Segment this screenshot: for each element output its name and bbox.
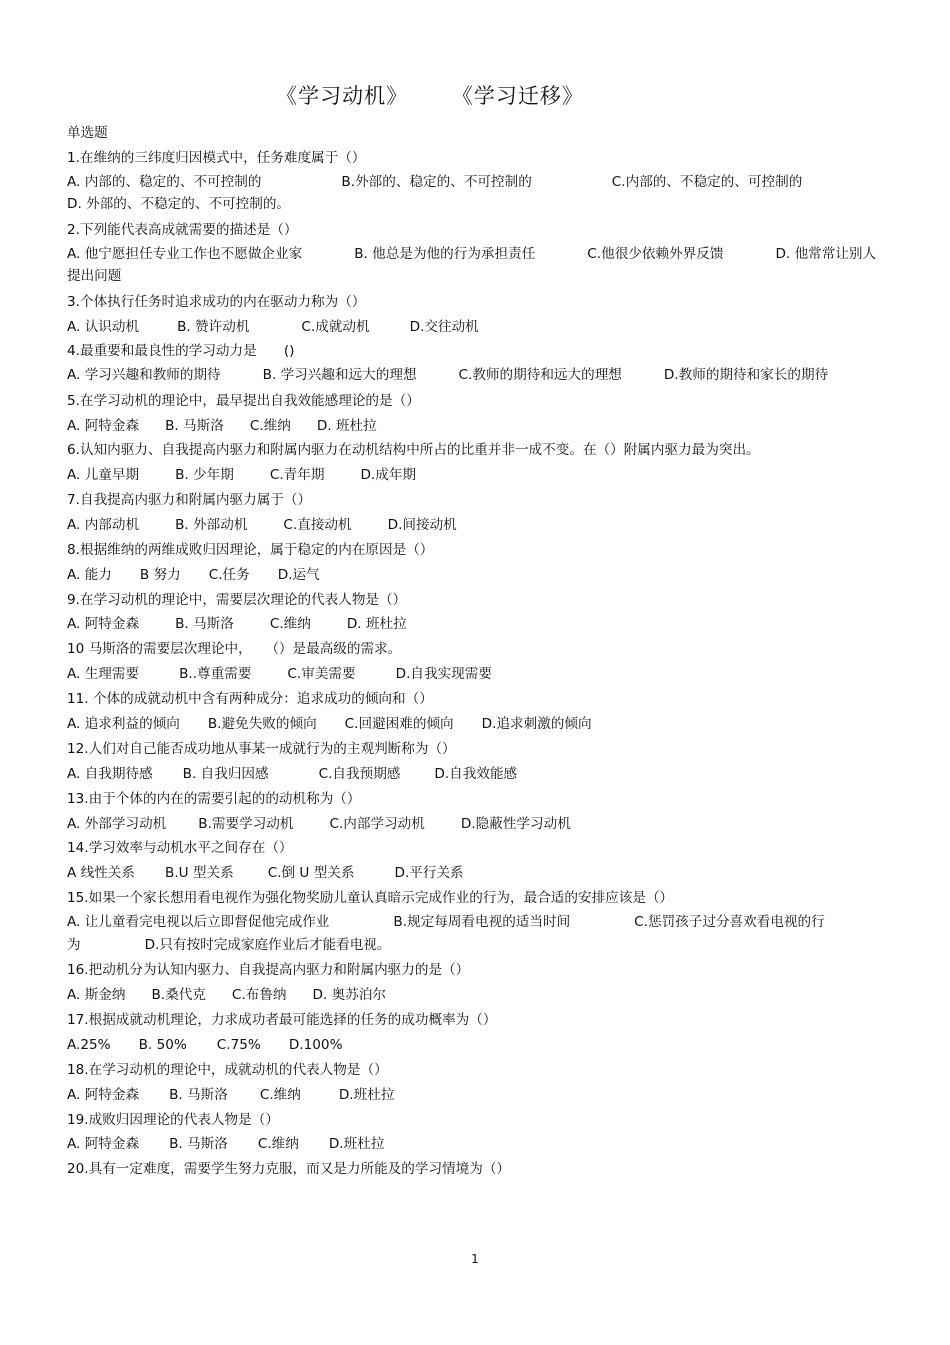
question-options xyxy=(67,315,885,340)
question-stem: 19.成败归因理论的代表人物是（） xyxy=(67,1111,279,1128)
option-c: C.直接动机 xyxy=(283,516,352,533)
question-stem: 13.由于个体的内在的需要引起的的动机称为（） xyxy=(67,790,361,807)
option-d: D. 他常常让别人提出问题 xyxy=(67,245,877,285)
option-c: C.内部的、不稳定的、可控制的 xyxy=(611,173,803,190)
option-c: C.回避困难的倾向 xyxy=(344,716,454,733)
option-d: D.追求刺激的倾向 xyxy=(481,716,592,733)
option-d: D.自我效能感 xyxy=(434,765,518,782)
option-a: A. 阿特金森 xyxy=(67,417,140,434)
option-a: A. 阿特金森 xyxy=(67,1136,140,1153)
option-c: C.青年期 xyxy=(269,467,325,484)
title-learning-transfer: 《学习迁移》 xyxy=(451,84,584,108)
option-b: B.U 型关系 xyxy=(165,865,234,882)
questions-container xyxy=(67,146,885,1182)
option-a: A.25% xyxy=(67,1036,111,1053)
option-d: D. 外部的、不稳定的、不可控制的。 xyxy=(67,196,291,213)
question-options xyxy=(67,812,885,837)
question-stem: 2.下列能代表高成就需要的描述是（） xyxy=(67,221,298,238)
title-learning-motivation: 《学习动机》 xyxy=(276,84,409,108)
option-d: D.运气 xyxy=(277,566,320,583)
option-b: B. 赞许动机 xyxy=(177,318,250,335)
question-stem: 10 马斯洛的需要层次理论中， （）是最高级的需求。 xyxy=(67,641,402,658)
question-options xyxy=(67,861,885,886)
option-b: B. 马斯洛 xyxy=(169,1086,228,1103)
option-b: B.需要学习动机 xyxy=(198,815,294,832)
option-b: B. 马斯洛 xyxy=(169,1136,228,1153)
option-c: C.维纳 xyxy=(257,1136,299,1153)
question-stem: 3.个体执行任务时追求成功的内在驱动力称为（） xyxy=(67,293,366,310)
question-stem: 20.具有一定难度，需要学生努力克服，而又是力所能及的学习情境为（） xyxy=(67,1161,511,1178)
option-a: A. 学习兴趣和教师的期待 xyxy=(67,367,221,384)
option-d: D. 班杜拉 xyxy=(346,616,407,633)
question-options xyxy=(67,513,885,538)
option-b: B. 马斯洛 xyxy=(175,616,234,633)
question-stem: 17.根据成就动机理论，力求成功者最可能选择的任务的成功概率为（） xyxy=(67,1011,497,1028)
option-d: D.班杜拉 xyxy=(338,1086,395,1103)
option-b: B. 50% xyxy=(138,1036,187,1053)
question-stem: 15.如果一个家长想用看电视作为强化物奖励儿童认真暗示完成作业的行为，最合适的安排应该是（） xyxy=(67,890,674,907)
question-stem: 11. 个体的成就动机中含有两种成分：追求成功的倾向和（） xyxy=(67,691,433,708)
option-d: D. 奥苏泊尔 xyxy=(312,987,387,1004)
option-d: D.自我实现需要 xyxy=(395,666,492,683)
question-stem: 8.根据维纳的两维成败归因理论，属于稳定的内在原因是（） xyxy=(67,541,434,558)
option-b: B. 少年期 xyxy=(175,467,234,484)
option-a: A. 追求利益的倾向 xyxy=(67,716,180,733)
option-b: B. 学习兴趣和远大的理想 xyxy=(262,367,417,384)
question-stem: 4.最重要和最良性的学习动力是 () xyxy=(67,343,295,360)
option-c: C.75% xyxy=(216,1036,261,1053)
option-d: D.隐蔽性学习动机 xyxy=(460,815,571,832)
option-c: C.内部学习动机 xyxy=(329,815,425,832)
option-a: A. 儿童早期 xyxy=(67,467,140,484)
question-stem: 9.在学习动机的理论中，需要层次理论的代表人物是（） xyxy=(67,591,407,608)
question-options xyxy=(67,1132,885,1157)
option-b: B. 外部动机 xyxy=(175,516,248,533)
question-options xyxy=(67,1083,885,1108)
question-options xyxy=(67,463,885,488)
option-c: C.维纳 xyxy=(259,1086,301,1103)
option-b: B 努力 xyxy=(139,566,181,583)
question-options xyxy=(67,1033,885,1058)
option-a: A. 认识动机 xyxy=(67,318,140,335)
option-d: D.交往动机 xyxy=(409,318,479,335)
option-a: A. 让儿童看完电视以后立即督促他完成作业 xyxy=(67,914,330,931)
page-title xyxy=(0,80,860,110)
question-stem: 1.在维纳的三纬度归因模式中，任务难度属于（） xyxy=(67,149,366,166)
option-b: B.避免失败的倾向 xyxy=(207,716,317,733)
question-list xyxy=(67,121,885,1182)
question-stem: 18.在学习动机的理论中，成就动机的代表人物是（） xyxy=(67,1061,388,1078)
page-number: 1 xyxy=(471,1252,479,1266)
question-options xyxy=(67,414,885,439)
option-a: A. 他宁愿担任专业工作也不愿做企业家 xyxy=(67,245,303,262)
option-c: C.惩罚孩子过分喜欢看电视的行为 xyxy=(67,914,825,953)
option-c: C.他很少依赖外界反馈 xyxy=(587,245,724,262)
option-d: D.成年期 xyxy=(360,467,417,484)
option-d: D.100% xyxy=(288,1036,343,1053)
option-d: D.间接动机 xyxy=(387,516,457,533)
option-a: A. 外部学习动机 xyxy=(67,815,167,832)
question-options xyxy=(67,983,885,1008)
option-d: D.平行关系 xyxy=(394,865,464,882)
option-c: C.教师的期待和远大的理想 xyxy=(458,367,622,384)
option-b: B.外部的、稳定的、不可控制的 xyxy=(341,173,532,190)
option-b: B. 马斯洛 xyxy=(165,417,224,434)
option-a: A. 阿特金森 xyxy=(67,616,140,633)
option-c: C.自我预期感 xyxy=(318,765,401,782)
option-c: C.审美需要 xyxy=(287,666,356,683)
option-c: C.任务 xyxy=(208,566,250,583)
question-stem: 7.自我提高内驱力和附属内驱力属于（） xyxy=(67,492,312,509)
option-b: B.桑代克 xyxy=(151,987,206,1004)
option-c: C.维纳 xyxy=(249,417,291,434)
option-c: C.维纳 xyxy=(269,616,311,633)
option-a: A 线性关系 xyxy=(67,865,135,882)
option-d: D. 班杜拉 xyxy=(316,417,377,434)
option-b: B..尊重需要 xyxy=(179,666,252,683)
question-stem: 16.把动机分为认知内驱力、自我提高内驱力和附属内驱力的是（） xyxy=(67,962,470,979)
question-options xyxy=(67,171,885,218)
option-a: A. 斯金纳 xyxy=(67,987,126,1004)
question-options xyxy=(67,662,885,687)
option-c: C.成就动机 xyxy=(301,318,370,335)
question-stem: 5.在学习动机的理论中，最早提出自我效能感理论的是（） xyxy=(67,392,420,409)
option-d: D.班杜拉 xyxy=(328,1136,385,1153)
question-options xyxy=(67,563,885,588)
option-b: B.规定每周看电视的适当时间 xyxy=(393,914,571,931)
option-d: D.教师的期待和家长的期待 xyxy=(663,367,829,384)
question-stem: 14.学习效率与动机水平之间存在（） xyxy=(67,840,293,857)
question-options xyxy=(67,612,885,637)
option-d: D.只有按时完成家庭作业后才能看电视。 xyxy=(144,936,391,953)
option-a: A. 自我期待感 xyxy=(67,765,153,782)
question-options xyxy=(67,762,885,787)
question-stem: 6.认知内驱力、自我提高内驱力和附属内驱力在动机结构中所占的比重并非一成不变。在（）附属内驱力最为突出。 xyxy=(67,441,760,458)
question-stem: 12.人们对自己能否成功地从事某一成就行为的主观判断称为（） xyxy=(67,740,456,757)
option-a: A. 内部的、稳定的、不可控制的 xyxy=(67,173,262,190)
option-a: A. 能力 xyxy=(67,566,112,583)
option-a: A. 阿特金森 xyxy=(67,1086,140,1103)
question-options xyxy=(67,712,885,737)
question-options xyxy=(67,364,885,389)
option-c: C.布鲁纳 xyxy=(231,987,287,1004)
option-a: A. 内部动机 xyxy=(67,516,140,533)
question-options xyxy=(67,243,885,290)
section-heading: 单选题 xyxy=(67,125,108,141)
option-b: B. 他总是为他的行为承担责任 xyxy=(354,245,536,262)
option-c: C.倒 U 型关系 xyxy=(267,865,355,882)
option-a: A. 生理需要 xyxy=(67,666,140,683)
option-b: B. 自我归因感 xyxy=(182,765,269,782)
question-options xyxy=(67,911,885,958)
